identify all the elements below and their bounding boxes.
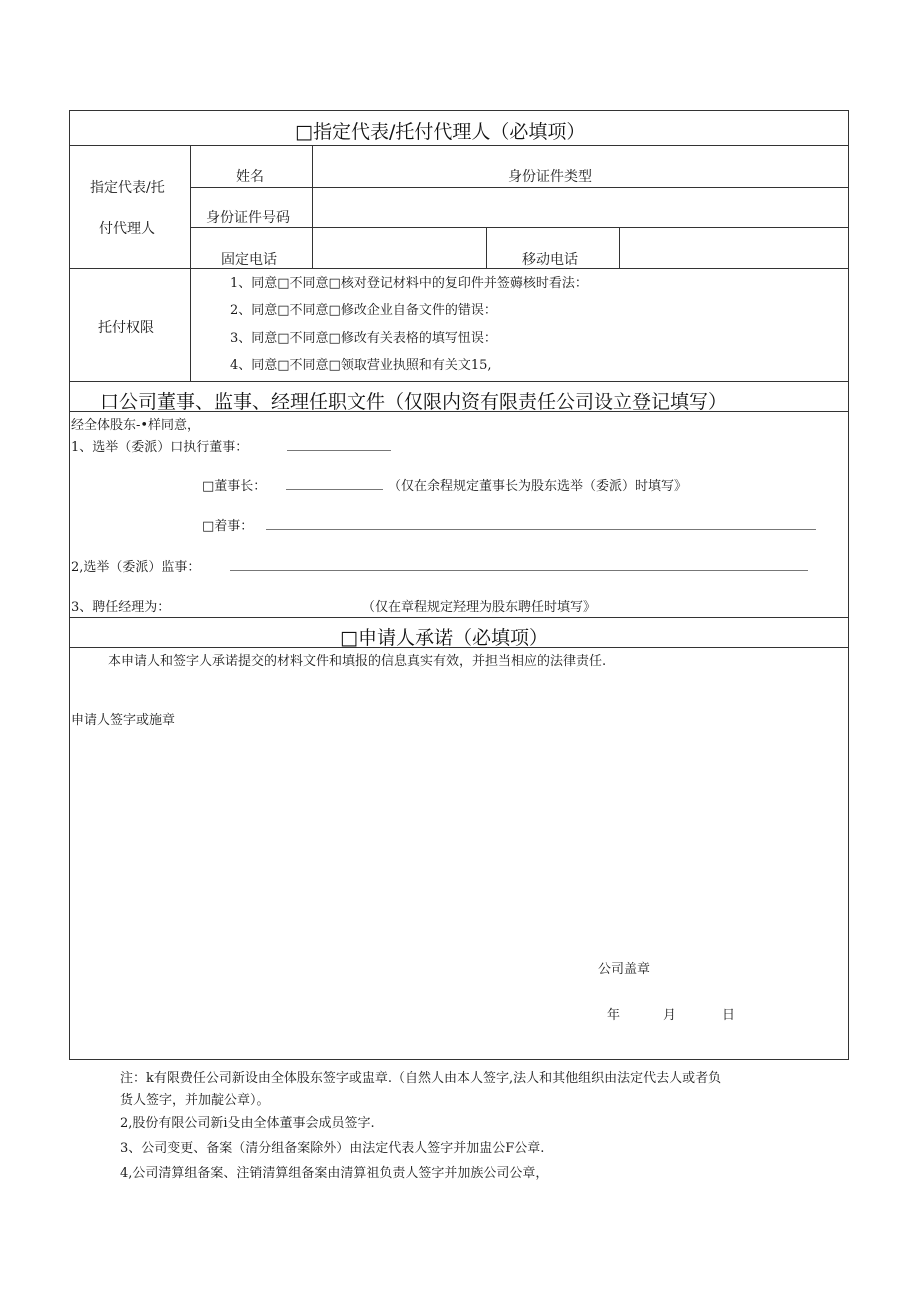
executive-director-blank[interactable] [287,450,391,451]
id-number-field[interactable] [314,189,846,225]
commitment-section-title: □申请人承诺（必填项） [340,627,548,649]
commitment-statement: 本申请人和签字人承诺提交的材料文件和填报的信息真实有效，并担当相应的法律责任. [108,654,607,669]
mobile-field[interactable] [621,229,846,266]
authority-item-2[interactable]: 2、同意□不同意□修改企业自备文件的错误： [230,303,497,318]
authority-item-3[interactable]: 3、同意□不同意□修改有关表格的填写忸误： [230,331,497,346]
date-year: 年 [607,1008,621,1023]
authority-item-1[interactable]: 1、同意□不同意□核对登记材料中的复印件并签薅核时看法： [230,276,588,291]
name-label: 姓名 [236,169,264,185]
rule-below-agent-title [69,145,849,146]
manager-note: （仅在章程规定羟理为股东聘任时填写》 [362,600,597,615]
landline-label: 固定电话 [221,252,277,268]
id-type-label: 身份证件类型 [508,169,592,185]
company-seal-label: 公司盖章 [598,962,651,977]
signature-area[interactable] [71,730,846,950]
note-4: 4,公司清算组备案、注销清算组备案由清算祖负责人签字并加族公司公章， [120,1166,549,1181]
authority-item-4[interactable]: 4、同意□不同意□领取营业执照和有关文15, [230,358,492,373]
note-1-line-1: 注：k有限费任公司新设由全体股东签字或盅章.（自然人由本人签字,法人和其他组织由法定代去人或者负 [120,1071,722,1086]
rule-below-phone-row [69,268,849,269]
frame-left [69,110,70,1060]
officers-intro: 经全体股东-•样同意， [71,418,201,433]
agent-row-label-line2: 付代理人 [99,221,155,237]
date-day: 日 [722,1008,736,1023]
id-number-label: 身份证件号码 [206,210,290,226]
executive-director-label[interactable]: 1、选举（委派）口执行董事： [71,440,249,455]
supervisor-label: 2,选举（委派）监事： [71,560,201,575]
chairman-blank[interactable] [286,489,383,490]
authority-label: 托付权限 [98,320,154,336]
col-landline-divider [312,227,313,268]
rule-below-id-row [190,227,849,228]
note-3: 3、公司变更、备案（清分组备案除外）由法定代表人签字并加盅公F公章. [120,1141,545,1156]
director-label[interactable]: □着事： [202,519,254,534]
chairman-label[interactable]: □董事长： [202,479,267,494]
rule-above-commitment [69,617,849,618]
col-name-divider [312,145,313,187]
name-field[interactable] [314,147,487,185]
agent-section-title: □指定代表/托付代理人（必填项） [295,121,586,143]
frame-right [848,110,849,1060]
rule-below-name-row [190,187,849,188]
director-blank[interactable] [266,529,816,530]
agent-row-label-line1: 指定代表/托 [90,180,165,196]
frame-top [69,110,849,111]
date-month: 月 [663,1008,677,1023]
rule-below-authority [69,381,849,382]
note-1-line-2: 货人签字，并加靛公章）。 [120,1093,270,1108]
col-mobile-value-divider [619,227,620,268]
chairman-note: （仅在余程规定董事长为股东选举（委派）时填写》 [388,479,688,494]
landline-field[interactable] [314,229,484,266]
id-type-field[interactable] [620,147,846,185]
frame-bottom [69,1059,849,1060]
officers-section-title: 口公司董事、监事、经理任职文件（仅限内资有限责任公司设立登记填写） [100,391,728,413]
col-label-divider [190,145,191,381]
signature-label: 申请人签字或施章 [71,713,176,728]
col-id-divider [312,187,313,227]
supervisor-blank[interactable] [230,570,808,571]
manager-label: 3、聘任经理为： [71,600,171,615]
mobile-label: 移动电话 [522,252,578,268]
col-mobile-label-divider [486,227,487,268]
note-2: 2,股份有限公司新i殳由全体董事会成员签字. [120,1116,375,1131]
